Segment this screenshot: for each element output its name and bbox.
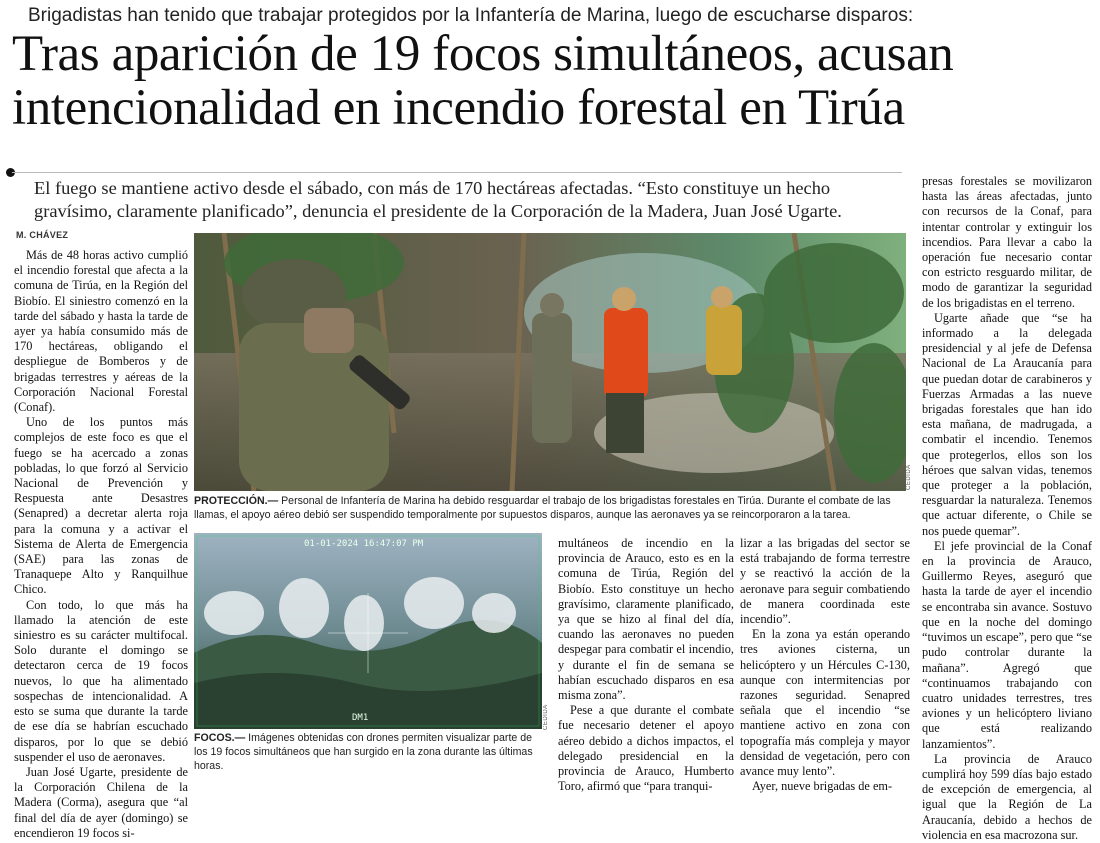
- caption-label: PROTECCIÓN.—: [194, 495, 279, 507]
- paragraph: En la zona ya están operando tres aviones cisterna, un helicóptero y un Hércules C-130, aunque con intermitencias por razones seguridad. Senapred señala que el incendio “se mantiene activo en zona con topografía más compleja y mayor densidad de vegetación, pero con avance muy lento”.: [740, 627, 910, 779]
- paragraph: multáneos de incendio en la provincia de Arauco, esto es en la comuna de Tirúa, Región del Biobío. Esto constituye un hecho gravísimo, claramente planificado, ya que se hizo al final del día, cuando las aeronaves no pueden despegar para combatir el incendio, y durante el fin de semana se habían escuchado disparos en esa misma zona”.: [558, 536, 734, 703]
- kicker: Brigadistas han tenido que trabajar protegidos por la Infantería de Marina, luego de escucharse disparos:: [28, 5, 914, 26]
- divider: [12, 172, 902, 173]
- photo-protection-caption: [194, 494, 908, 522]
- paragraph: Ayer, nueve brigadas de em-: [752, 779, 893, 794]
- photo-drone-image: [194, 533, 542, 729]
- headline: [12, 27, 1092, 135]
- photo-drone-caption: [194, 731, 548, 773]
- deck-line-1: El fuego se mantiene activo desde el sábado, con más de 170 hectáreas afectadas. “Esto constituye un hecho: [34, 178, 831, 198]
- photo-credit: CEDIDA: [543, 704, 549, 730]
- paragraph: presas forestales se movilizaron hasta las áreas afectadas, junto con recursos de la Conaf, para intentar controlar y extinguir los incendios. Para llevar a cabo la operación fue necesario contar con estricto resguardo militar, de modo de garantizar la seguridad de los brigadistas en el terreno.: [922, 174, 1092, 310]
- photo-protection: [194, 233, 906, 491]
- article-column-4: [922, 174, 1092, 843]
- drone-hud-timestamp: 01-01-2024 16:47:07 PM: [304, 539, 424, 549]
- paragraph: Con todo, lo que más ha llamado la atención de este siniestro es su carácter multifocal. Solo durante el domingo se detectaron cerca de 19 focos nuevos, lo que ha alimentado sospechas de intencionalidad. A esto se suma que durante la tarde de ese día se habrían escuchado disparos, por lo que se debió suspender el uso de aeronaves.: [14, 597, 188, 764]
- paragraph: Más de 48 horas activo cumplió el incendio forestal que afecta a la comuna de Tirúa, en la Región del Biobío. El siniestro comenzó en la tarde del sábado y hasta la tarde de ayer ya había consumido más de 170 hectáreas, obligando el despliegue de Bomberos y de brigadas terrestres y aéreas de la Corporación Nacional Forestal (Conaf).: [14, 248, 188, 415]
- article-column-1: [14, 248, 188, 841]
- paragraph: Uno de los puntos más complejos de este foco es que el fuego se ha acercado a zonas pobladas, lo que forzó al Servicio Nacional de Prevención y Respuesta ante Desastres (Senapred) a decretar alerta roja para la comuna y a activar el Sistema de Alerta de Emergencia (SAE) para las zonas de Tranaquepe Alto y Ranquilhue Chico.: [14, 415, 188, 597]
- article-column-3: [740, 536, 910, 794]
- deck: [34, 177, 910, 223]
- paragraph: Ugarte añade que “se ha informado a la delegada presidencial y al jefe de Defensa Nacional de La Araucanía para que puedan dotar de carabineros y Fuerzas Armadas a las nueve brigadas forestales que han ido esta mañana, de madrugada, a combatir el incendio. Tenemos que protegerlos, ellos son los héroes que salvan vidas, tenemos que proteger a la población, resguardar la naturaleza. Tenemos que actuar diferente, o Chile se nos puede quemar”.: [922, 310, 1092, 538]
- paragraph: La provincia de Arauco cumplirá hoy 599 días bajo estado de excepción de emergencia, al igual que la Región de La Araucanía, debido a hechos de violencia en esa macrozona sur.: [922, 751, 1092, 842]
- paragraph: Pese a que durante el combate fue necesario detener el apoyo aéreo debido a dichos impactos, el delegado presidencial en la provincia de Arauco, Humberto Toro, afirmó que “para tranqui-: [558, 703, 734, 794]
- photo-protection-image: [194, 233, 906, 491]
- paragraph: El jefe provincial de la Conaf en la provincia de Arauco, Guillermo Reyes, aseguró que hasta la tarde de ayer el incendio se encontraba sin avance. Sostuvo que en la noche del domingo “tuvimos un escape”, pero que “se pudo controlar durante la mañana”. Agregó que “continuamos trabajando con cuatro unidades terrestres, tres aviones y un helicóptero liviano que está realizando lanzamientos”.: [922, 538, 1092, 751]
- caption-text: Imágenes obtenidas con drones permiten visualizar parte de los 19 focos simultáneos que han surgido en la zona durante las últimas horas.: [194, 732, 533, 772]
- paragraph: lizar a las brigadas del sector se está trabajando de forma terrestre y se reactivó la acción de la aeronave para seguir combatiendo de manera coordinada este incendio”.: [740, 536, 910, 627]
- caption-text: Personal de Infantería de Marina ha debido resguardar el trabajo de los brigadistas forestales en Tirúa. Durante el combate de las llamas, el apoyo aéreo debió ser suspendido temporalmente por supuestos disparos, aunque las aeronaves ya se reincorporaron a la tarea.: [194, 495, 891, 521]
- deck-line-2: gravísimo, claramente planificado”, denuncia el presidente de la Corporación de la Madera, Juan José Ugarte.: [34, 201, 842, 221]
- photo-credit: CEDIDA: [906, 464, 912, 490]
- drone-hud-mode: DM1: [352, 713, 369, 723]
- headline-line-1: Tras aparición de 19 focos simultáneos, acusan: [12, 26, 954, 82]
- article-column-2: [558, 536, 734, 794]
- caption-label: FOCOS.—: [194, 732, 246, 744]
- headline-line-2: intencionalidad en incendio forestal en Tirúa: [12, 80, 905, 136]
- paragraph: Juan José Ugarte, presidente de la Corporación Chilena de la Madera (Corma), asegura que “al final del día de ayer (domingo) se encendieron 19 focos si-: [14, 764, 188, 840]
- photo-drone: [194, 533, 542, 729]
- byline: M. CHÁVEZ: [16, 230, 69, 240]
